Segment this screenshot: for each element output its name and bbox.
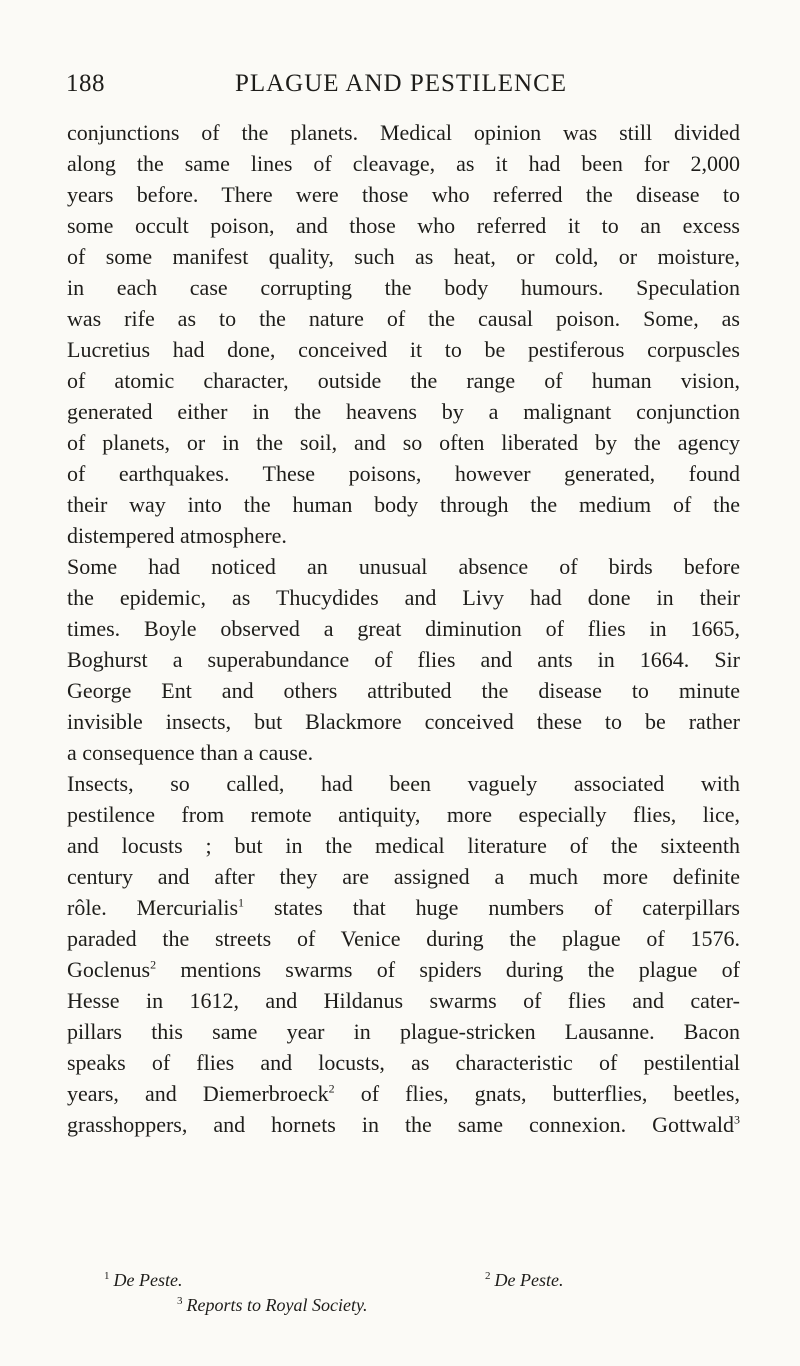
text-line: and locusts ; but in the medical literature of the sixteenth (67, 833, 740, 858)
footnote-text: De Peste. (113, 1270, 183, 1290)
text-line-with-footnote (67, 1109, 740, 1140)
text-line: of atomic character, outside the range of human vision, (67, 368, 740, 393)
text-line: Insects, so called, had been vaguely associated with (67, 771, 740, 796)
page-header (66, 70, 736, 104)
text-line: Hesse in 1612, and Hildanus swarms of flies and cater- (67, 988, 740, 1013)
footnote-number: 3 (177, 1295, 183, 1307)
text-line: the epidemic, as Thucydides and Livy had done in their (67, 585, 740, 610)
footnote-text: De Peste. (494, 1270, 564, 1290)
text-line: of some manifest quality, such as heat, or cold, or moisture, (67, 244, 740, 269)
text-line: was rife as to the nature of the causal poison. Some, as (67, 306, 740, 331)
footnote (104, 1268, 182, 1293)
text-line: invisible insects, but Blackmore conceived these to be rather (67, 709, 740, 734)
footnote-marker: 2 (150, 957, 157, 972)
text-line: a consequence than a cause. (67, 740, 314, 765)
footnote-marker: 2 (328, 1081, 335, 1096)
body-text (67, 117, 740, 1140)
footnote (485, 1268, 563, 1293)
text-line: along the same lines of cleavage, as it had been for 2,000 (67, 151, 740, 176)
footnote-number: 2 (485, 1270, 491, 1282)
footnote-marker: 3 (734, 1112, 740, 1127)
text-fragment: states that huge numbers of caterpillars (244, 895, 740, 920)
text-line: of earthquakes. These poisons, however generated, found (67, 461, 740, 486)
footnote-row (67, 1268, 740, 1293)
text-line: times. Boyle observed a great diminution of flies in 1665, (67, 616, 740, 641)
text-line: Boghurst a superabundance of flies and ants in 1664. Sir (67, 647, 740, 672)
text-fragment: mentions swarms of spiders during the plague of (156, 957, 740, 982)
text-line: their way into the human body through the medium of the (67, 492, 740, 517)
text-fragment: years, and Diemerbroeck (67, 1081, 329, 1106)
text-fragment: Goclenus (67, 957, 151, 982)
text-line-with-footnote (67, 892, 740, 923)
text-fragment: grasshoppers, and hornets in the same connexion. Gottwald (67, 1112, 734, 1137)
text-line: conjunctions of the planets. Medical opinion was still divided (67, 120, 740, 145)
text-line: speaks of flies and locusts, as characteristic of pestilential (67, 1050, 740, 1075)
text-fragment: of flies, gnats, butterflies, beetles, (334, 1081, 740, 1106)
footnote-number: 1 (104, 1270, 110, 1282)
page-number: 188 (66, 70, 105, 97)
text-line-with-footnote (67, 1078, 740, 1109)
text-line: Some had noticed an unusual absence of birds before (67, 554, 740, 579)
text-fragment: rôle. Mercurialis (67, 895, 239, 920)
text-line: paraded the streets of Venice during the plague of 1576. (67, 926, 740, 951)
footnote-marker: 1 (238, 895, 245, 910)
footnote-row (67, 1293, 740, 1318)
text-line: some occult poison, and those who referred it to an excess (67, 213, 740, 238)
running-head: PLAGUE AND PESTILENCE (234, 70, 568, 97)
text-line: years before. There were those who referred the disease to (67, 182, 740, 207)
text-line: pestilence from remote antiquity, more especially flies, lice, (67, 802, 740, 827)
footnote (177, 1293, 367, 1318)
footnotes (67, 1268, 740, 1318)
text-line: distempered atmosphere. (67, 523, 287, 548)
text-line: George Ent and others attributed the disease to minute (67, 678, 740, 703)
footnote-text: Reports to Royal Society. (186, 1295, 368, 1315)
text-line: century and after they are assigned a much more definite (67, 864, 740, 889)
text-line: pillars this same year in plague-stricken Lausanne. Bacon (67, 1019, 740, 1044)
text-line: of planets, or in the soil, and so often liberated by the agency (67, 430, 740, 455)
text-line-with-footnote (67, 954, 740, 985)
text-line: Lucretius had done, conceived it to be pestiferous corpuscles (67, 337, 740, 362)
text-line: generated either in the heavens by a malignant conjunction (67, 399, 740, 424)
text-line: in each case corrupting the body humours. Speculation (67, 275, 740, 300)
